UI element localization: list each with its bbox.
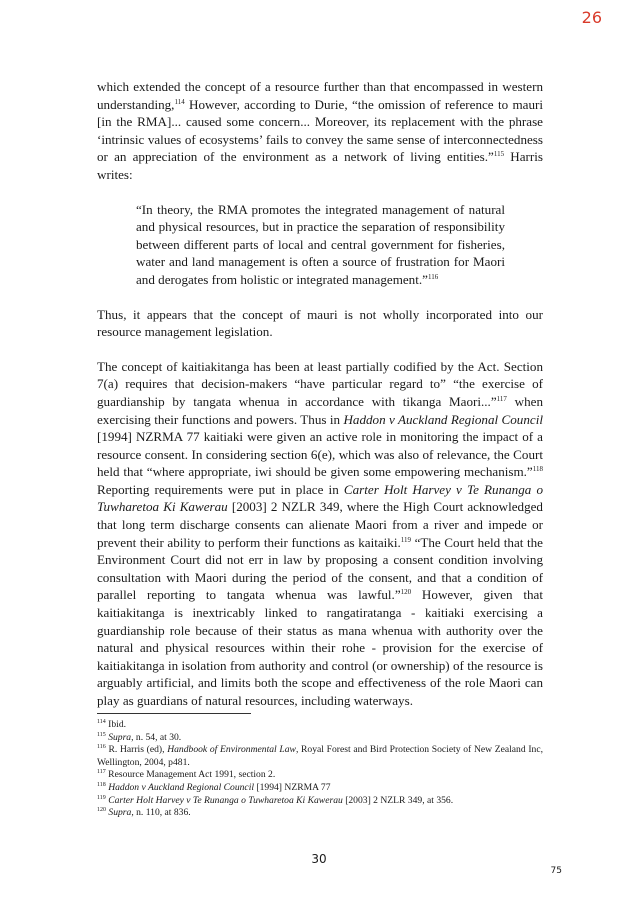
footnote-ref: 120 — [400, 588, 412, 597]
text-run: when exercising their functions and powers. Thus in — [97, 393, 543, 427]
block-quote — [136, 201, 505, 289]
text-run: [1994] NZRMA 77 kaitiaki were given an active role in monitoring the impact of a resource consent. In considering section 6(e), which was also of relevance, the Court held that “where appropriate, iwi should be given some empowering mechanism.” — [97, 429, 543, 480]
main-text — [97, 78, 543, 727]
corner-page-number: 75 — [550, 866, 562, 876]
footnote-ref: 115 — [493, 150, 505, 159]
footnote-118 — [97, 782, 543, 795]
footnote-divider — [97, 713, 251, 714]
paragraph-2 — [97, 306, 543, 341]
footnote-number: 119 — [97, 794, 106, 801]
footnote-number: 117 — [97, 769, 106, 776]
footnote-italic: Supra — [108, 807, 132, 819]
footnote-number: 118 — [97, 781, 106, 788]
footnote-116 — [97, 744, 543, 769]
paragraph-1 — [97, 78, 543, 184]
footnote-number: 116 — [97, 744, 106, 751]
text-run: However, given that kaitiakitanga is inextricably linked to rangatiratanga - kaitiaki exercising a guardianship role because of their status as mana whenua with authority over the natural and physical resources within their rohe - provision for the exercise of kaitiakitanga in isolation from authority and control (or ownership) of the resource is arguably artificial, and limits both the scope and effectiveness of the role Maori can play as guardians of natural resources, including waterways. — [97, 587, 543, 708]
footnote-ref: 116 — [427, 272, 439, 281]
footnotes — [97, 719, 543, 820]
text-run: which extended the concept of a resource further than that encompassed in western understanding, — [97, 79, 543, 112]
footnote-number: 114 — [97, 719, 106, 725]
footnote-120 — [97, 807, 543, 820]
text-run: “In theory, the RMA promotes the integrated management of natural and physical resources, but in practice the separation of responsibility between different parts of local and central government for fisheries, water and land management is often a source of frustration for Maori and derogates from holistic or integrated management.” — [136, 201, 505, 287]
footnote-italic: Supra — [108, 731, 132, 743]
top-page-number: 26 — [581, 8, 602, 27]
text-run: [2003] 2 NZLR 349, where the High Court acknowledged that long term discharge consents can alienate Maori from a river and impede or prevent their ability to perform their functions as kaitaiki. — [97, 499, 543, 550]
footnote-text: [1994] NZRMA 77 — [254, 781, 331, 793]
footnote-ref: 118 — [532, 465, 543, 474]
text-run: Reporting requirements were put in place in — [97, 481, 344, 497]
case-name: Haddon v Auckland Regional Council — [343, 411, 543, 427]
footnote-117 — [97, 769, 543, 782]
footnote-text: , n. 54, at 30. — [131, 731, 182, 743]
footnote-ref: 117 — [496, 394, 507, 403]
footnote-italic: Carter Holt Harvey v Te Runanga o Tuwharetoa Ki Kawerau — [108, 794, 343, 806]
footnote-119 — [97, 795, 543, 808]
footnote-text: , n. 110, at 836. — [131, 807, 191, 819]
text-run: The concept of kaitiakitanga has been at least partially codified by the Act. Section 7(a) requires that decision-makers “have particular regard to” “the exercise of guardianship by tangata whenua in accordance with tikanga Maori...” — [97, 358, 543, 409]
footnote-number: 120 — [97, 807, 106, 814]
footnote-text: , Royal Forest and Bird Protection Society of New Zealand Inc, Wellington, 2004, p481. — [97, 744, 543, 768]
case-name: Carter Holt Harvey v Te Runanga o Tuwharetoa Ki Kawerau — [97, 481, 544, 515]
footnote-text: Resource Management Act 1991, section 2. — [105, 769, 276, 781]
text-run: However, according to Durie, “the omission of reference to mauri [in the RMA]... caused some concern... Moreover, its replacement with the phrase ‘intrinsic values of ecosystems’ fails to convey the same sense of interconnectedness or an appreciation of the environment as a network of living entities.” — [97, 96, 543, 165]
footnote-italic: Handbook of Environmental Law — [167, 744, 296, 756]
text-run: “The Court held that the Environment Court did not err in law by proposing a consent condition involving consultation with Maori during the period of the consent, and that a condition of parallel reporting to tangata whenua was lawful.” — [97, 534, 543, 603]
footnote-text: Ibid. — [105, 719, 127, 730]
footnote-ref: 119 — [400, 535, 411, 544]
text-run: Thus, it appears that the concept of mauri is not wholly incorporated into our resource management legislation. — [97, 306, 543, 340]
paragraph-3 — [97, 358, 543, 710]
footnote-italic: Haddon v Auckland Regional Council — [108, 781, 255, 793]
footnote-text: [2003] 2 NZLR 349, at 356. — [342, 794, 454, 806]
page-number: 30 — [311, 852, 327, 866]
footnote-114 — [97, 719, 543, 732]
footnote-text: R. Harris (ed), — [105, 744, 168, 756]
text-run: Harris writes: — [97, 149, 543, 182]
footnote-115 — [97, 732, 543, 745]
footnote-ref: 114 — [174, 97, 185, 106]
footnote-number: 115 — [97, 731, 106, 738]
